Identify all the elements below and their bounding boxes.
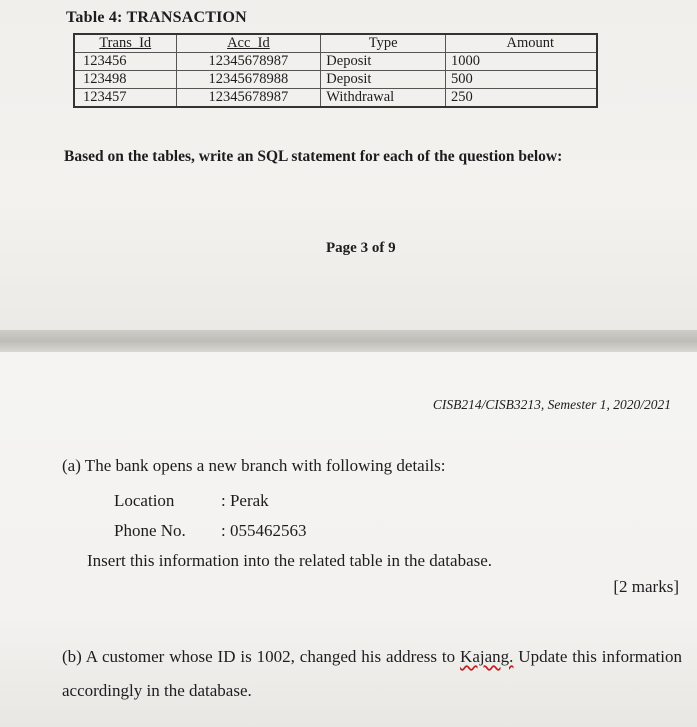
detail-label-location: Location bbox=[114, 491, 175, 510]
question-a-instruction: Insert this information into the related table in the database. bbox=[87, 551, 493, 570]
header-acc-id: Acc_Id bbox=[176, 34, 321, 53]
sql-instruction: Based on the tables, write an SQL statement for each of the question below: bbox=[64, 148, 563, 165]
transaction-table bbox=[73, 33, 598, 108]
cell-trans-id: 123456 bbox=[74, 53, 176, 71]
header-amount: Amount bbox=[445, 34, 597, 53]
question-b-text: (b) A customer whose ID is 1002, changed his address to bbox=[62, 647, 461, 666]
question-b-highlight: Kajang. bbox=[460, 647, 514, 666]
table-row bbox=[74, 71, 597, 89]
question-a-intro: (a) The bank opens a new branch with following details: bbox=[62, 456, 446, 475]
header-trans-id: Trans_Id bbox=[74, 34, 176, 53]
detail-value-location: : Perak bbox=[221, 491, 269, 510]
cell-trans-id: 123457 bbox=[74, 89, 176, 108]
cell-amount: 1000 bbox=[445, 53, 597, 71]
question-b-text-end: Update this information accordingly in the database. bbox=[62, 647, 682, 700]
cell-trans-id: 123498 bbox=[74, 71, 176, 89]
cell-acc-id: 12345678988 bbox=[176, 71, 321, 89]
cell-type: Withdrawal bbox=[321, 89, 446, 108]
page-separator bbox=[0, 330, 697, 352]
table-row bbox=[74, 89, 597, 108]
cell-type: Deposit bbox=[321, 71, 446, 89]
cell-acc-id: 12345678987 bbox=[176, 89, 321, 108]
detail-label-phone: Phone No. bbox=[114, 521, 186, 540]
table-header-row bbox=[74, 34, 597, 53]
page-number: Page 3 of 9 bbox=[326, 240, 396, 256]
cell-amount: 250 bbox=[445, 89, 597, 108]
detail-value-phone: : 055462563 bbox=[221, 521, 307, 540]
course-header: CISB214/CISB3213, Semester 1, 2020/2021 bbox=[432, 397, 671, 412]
header-type: Type bbox=[321, 34, 446, 53]
table-row bbox=[74, 53, 597, 71]
question-b bbox=[62, 640, 682, 708]
cell-type: Deposit bbox=[321, 53, 446, 71]
cell-acc-id: 12345678987 bbox=[176, 53, 321, 71]
table-4-title: Table 4: TRANSACTION bbox=[66, 9, 247, 26]
marks-label: [2 marks] bbox=[613, 577, 679, 596]
cell-amount: 500 bbox=[445, 71, 597, 89]
